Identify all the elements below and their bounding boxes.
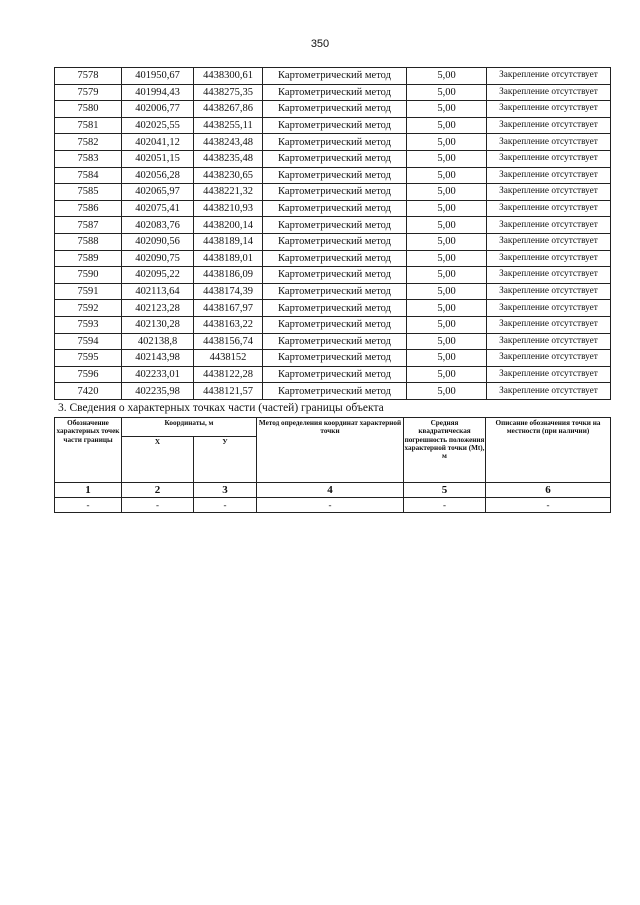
method-cell: Картометрический метод	[263, 134, 407, 151]
header-y: У	[194, 436, 257, 482]
point-id-cell: 7579	[55, 84, 122, 101]
table-row	[55, 350, 611, 367]
coord-y-cell: 4438300,61	[194, 68, 263, 85]
description-cell: Закрепление отсутствует	[487, 300, 611, 317]
coord-x-cell: 402041,12	[122, 134, 194, 151]
column-number: 3	[194, 483, 257, 498]
table-row	[55, 150, 611, 167]
table-row	[55, 233, 611, 250]
method-cell: Картометрический метод	[263, 117, 407, 134]
coord-y-cell: 4438189,14	[194, 233, 263, 250]
coord-y-cell: 4438189,01	[194, 250, 263, 267]
empty-cell: -	[122, 498, 194, 513]
point-id-cell: 7581	[55, 117, 122, 134]
method-cell: Картометрический метод	[263, 333, 407, 350]
coord-y-cell: 4438156,74	[194, 333, 263, 350]
coord-y-cell: 4438122,28	[194, 366, 263, 383]
accuracy-cell: 5,00	[407, 200, 487, 217]
method-cell: Картометрический метод	[263, 350, 407, 367]
table-row	[55, 184, 611, 201]
point-id-cell: 7595	[55, 350, 122, 367]
method-cell: Картометрический метод	[263, 316, 407, 333]
table-row	[55, 117, 611, 134]
point-id-cell: 7585	[55, 184, 122, 201]
coord-y-cell: 4438230,65	[194, 167, 263, 184]
coord-y-cell: 4438221,32	[194, 184, 263, 201]
accuracy-cell: 5,00	[407, 84, 487, 101]
empty-cell: -	[55, 498, 122, 513]
method-cell: Картометрический метод	[263, 101, 407, 118]
coord-y-cell: 4438121,57	[194, 383, 263, 400]
coord-y-cell: 4438167,97	[194, 300, 263, 317]
empty-data-row	[55, 498, 611, 513]
method-cell: Картометрический метод	[263, 233, 407, 250]
accuracy-cell: 5,00	[407, 233, 487, 250]
boundary-points-table	[54, 67, 611, 400]
description-cell: Закрепление отсутствует	[487, 101, 611, 118]
header-accuracy: Средняя квадратическая погрешность положения характерной точки (Mt), м	[404, 418, 486, 483]
column-number: 4	[257, 483, 404, 498]
part-boundary-points-table	[54, 417, 611, 513]
accuracy-cell: 5,00	[407, 250, 487, 267]
description-cell: Закрепление отсутствует	[487, 233, 611, 250]
description-cell: Закрепление отсутствует	[487, 383, 611, 400]
coord-x-cell: 402083,76	[122, 217, 194, 234]
coord-x-cell: 402065,97	[122, 184, 194, 201]
table-row	[55, 383, 611, 400]
method-cell: Картометрический метод	[263, 200, 407, 217]
coord-x-cell: 402025,55	[122, 117, 194, 134]
coord-x-cell: 402095,22	[122, 267, 194, 284]
point-id-cell: 7587	[55, 217, 122, 234]
description-cell: Закрепление отсутствует	[487, 316, 611, 333]
empty-cell: -	[486, 498, 611, 513]
method-cell: Картометрический метод	[263, 383, 407, 400]
table-row	[55, 68, 611, 85]
point-id-cell: 7588	[55, 233, 122, 250]
method-cell: Картометрический метод	[263, 84, 407, 101]
point-id-cell: 7584	[55, 167, 122, 184]
coord-x-cell: 402051,15	[122, 150, 194, 167]
coord-x-cell: 402090,56	[122, 233, 194, 250]
boundary-points-body	[55, 68, 611, 400]
table-row	[55, 200, 611, 217]
column-number: 6	[486, 483, 611, 498]
empty-cell: -	[257, 498, 404, 513]
description-cell: Закрепление отсутствует	[487, 117, 611, 134]
accuracy-cell: 5,00	[407, 283, 487, 300]
coord-x-cell: 402056,28	[122, 167, 194, 184]
coord-y-cell: 4438267,86	[194, 101, 263, 118]
method-cell: Картометрический метод	[263, 300, 407, 317]
coord-x-cell: 402090,75	[122, 250, 194, 267]
table-row	[55, 101, 611, 118]
description-cell: Закрепление отсутствует	[487, 267, 611, 284]
header-description: Описание обозначения точки на местности (при наличии)	[486, 418, 611, 483]
accuracy-cell: 5,00	[407, 333, 487, 350]
column-number-row	[55, 483, 611, 498]
point-id-cell: 7420	[55, 383, 122, 400]
point-id-cell: 7586	[55, 200, 122, 217]
method-cell: Картометрический метод	[263, 150, 407, 167]
point-id-cell: 7594	[55, 333, 122, 350]
description-cell: Закрепление отсутствует	[487, 184, 611, 201]
coord-y-cell: 4438200,14	[194, 217, 263, 234]
method-cell: Картометрический метод	[263, 184, 407, 201]
coord-x-cell: 402233,01	[122, 366, 194, 383]
description-cell: Закрепление отсутствует	[487, 283, 611, 300]
method-cell: Картометрический метод	[263, 68, 407, 85]
accuracy-cell: 5,00	[407, 68, 487, 85]
method-cell: Картометрический метод	[263, 267, 407, 284]
coord-x-cell: 402123,28	[122, 300, 194, 317]
point-id-cell: 7582	[55, 134, 122, 151]
description-cell: Закрепление отсутствует	[487, 333, 611, 350]
table-row	[55, 250, 611, 267]
point-id-cell: 7589	[55, 250, 122, 267]
coord-y-cell: 4438255,11	[194, 117, 263, 134]
point-id-cell: 7591	[55, 283, 122, 300]
header-method: Метод определения координат характерной точки	[257, 418, 404, 483]
accuracy-cell: 5,00	[407, 167, 487, 184]
method-cell: Картометрический метод	[263, 217, 407, 234]
point-id-cell: 7578	[55, 68, 122, 85]
accuracy-cell: 5,00	[407, 383, 487, 400]
coord-x-cell: 402143,98	[122, 350, 194, 367]
coord-x-cell: 402075,41	[122, 200, 194, 217]
description-cell: Закрепление отсутствует	[487, 350, 611, 367]
table-row	[55, 217, 611, 234]
method-cell: Картометрический метод	[263, 283, 407, 300]
coord-x-cell: 402113,64	[122, 283, 194, 300]
column-number: 2	[122, 483, 194, 498]
point-id-cell: 7583	[55, 150, 122, 167]
accuracy-cell: 5,00	[407, 366, 487, 383]
table-row	[55, 84, 611, 101]
accuracy-cell: 5,00	[407, 101, 487, 118]
description-cell: Закрепление отсутствует	[487, 150, 611, 167]
description-cell: Закрепление отсутствует	[487, 84, 611, 101]
table-row	[55, 300, 611, 317]
table-row	[55, 366, 611, 383]
description-cell: Закрепление отсутствует	[487, 68, 611, 85]
coord-y-cell: 4438163,22	[194, 316, 263, 333]
point-id-cell: 7592	[55, 300, 122, 317]
point-id-cell: 7593	[55, 316, 122, 333]
point-id-cell: 7580	[55, 101, 122, 118]
coord-y-cell: 4438243,48	[194, 134, 263, 151]
method-cell: Картометрический метод	[263, 167, 407, 184]
column-number: 5	[404, 483, 486, 498]
table-row	[55, 283, 611, 300]
header-designation: Обозначение характерных точек части границы	[55, 418, 122, 483]
accuracy-cell: 5,00	[407, 350, 487, 367]
description-cell: Закрепление отсутствует	[487, 366, 611, 383]
coord-x-cell: 401994,43	[122, 84, 194, 101]
accuracy-cell: 5,00	[407, 316, 487, 333]
table-row	[55, 333, 611, 350]
accuracy-cell: 5,00	[407, 134, 487, 151]
page-number: 350	[310, 38, 330, 50]
coord-x-cell: 402138,8	[122, 333, 194, 350]
table-row	[55, 316, 611, 333]
column-number: 1	[55, 483, 122, 498]
accuracy-cell: 5,00	[407, 300, 487, 317]
accuracy-cell: 5,00	[407, 267, 487, 284]
coord-x-cell: 402006,77	[122, 101, 194, 118]
empty-cell: -	[404, 498, 486, 513]
accuracy-cell: 5,00	[407, 117, 487, 134]
header-x: X	[122, 436, 194, 482]
coord-y-cell: 4438174,39	[194, 283, 263, 300]
accuracy-cell: 5,00	[407, 184, 487, 201]
point-id-cell: 7590	[55, 267, 122, 284]
coord-y-cell: 4438186,09	[194, 267, 263, 284]
description-cell: Закрепление отсутствует	[487, 167, 611, 184]
table-row	[55, 134, 611, 151]
coord-x-cell: 401950,67	[122, 68, 194, 85]
description-cell: Закрепление отсутствует	[487, 217, 611, 234]
coord-y-cell: 4438210,93	[194, 200, 263, 217]
empty-cell: -	[194, 498, 257, 513]
point-id-cell: 7596	[55, 366, 122, 383]
table-row	[55, 167, 611, 184]
method-cell: Картометрический метод	[263, 366, 407, 383]
description-cell: Закрепление отсутствует	[487, 200, 611, 217]
description-cell: Закрепление отсутствует	[487, 250, 611, 267]
method-cell: Картометрический метод	[263, 250, 407, 267]
section-3-heading: 3. Сведения о характерных точках части (частей) границы объекта	[58, 402, 384, 414]
coord-x-cell: 402130,28	[122, 316, 194, 333]
coord-y-cell: 4438152	[194, 350, 263, 367]
table-row	[55, 267, 611, 284]
coord-x-cell: 402235,98	[122, 383, 194, 400]
coord-y-cell: 4438235,48	[194, 150, 263, 167]
accuracy-cell: 5,00	[407, 217, 487, 234]
description-cell: Закрепление отсутствует	[487, 134, 611, 151]
header-coordinates: Координаты, м	[122, 418, 257, 437]
accuracy-cell: 5,00	[407, 150, 487, 167]
coord-y-cell: 4438275,35	[194, 84, 263, 101]
